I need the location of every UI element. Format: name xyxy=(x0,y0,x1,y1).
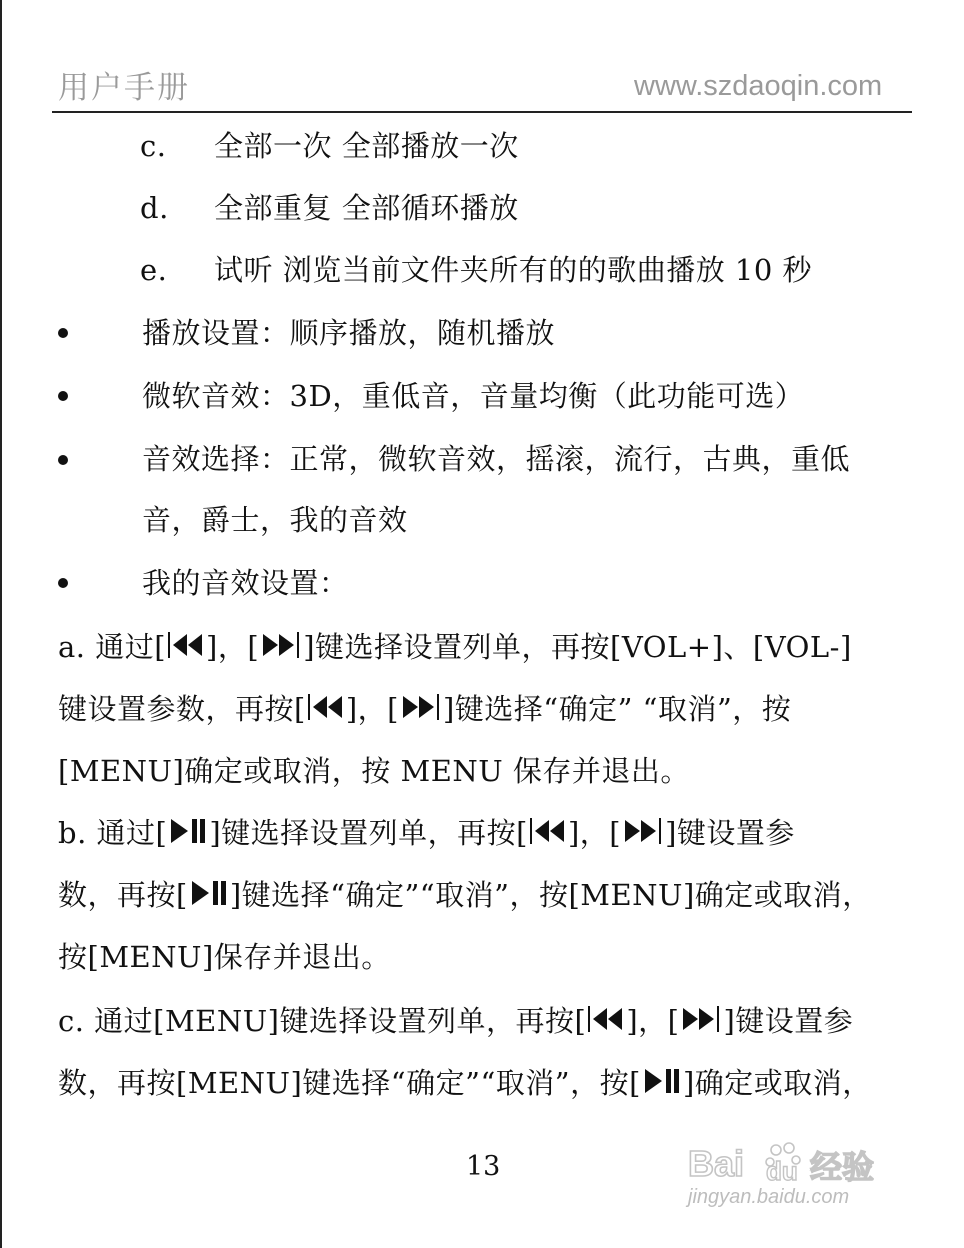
para-a-line-1 xyxy=(58,627,852,667)
text-span: c. 通过[MENU]键选择设置列单，再按[ xyxy=(58,1004,587,1038)
text-span: a. 通过[ xyxy=(58,630,167,664)
text-span: ]键设置参 xyxy=(665,816,795,850)
para-c-line-2 xyxy=(58,1063,872,1103)
para-b-line-2 xyxy=(58,875,872,915)
text-span: ]键选择“确定” “取消”，按 xyxy=(442,692,792,726)
prev-track-icon xyxy=(529,816,567,846)
sub-item-c xyxy=(140,126,519,166)
svg-text:经验: 经验 xyxy=(810,1148,875,1186)
text-span: ]，[ xyxy=(206,630,260,664)
para-a-line-3: [MENU]确定或取消，按 MENU 保存并退出。 xyxy=(58,754,690,788)
next-track-icon xyxy=(622,816,664,846)
para-a-line-2 xyxy=(58,689,791,729)
bullet-play-settings: 播放设置：顺序播放，随机播放 xyxy=(142,316,556,350)
prev-track-icon xyxy=(167,630,205,660)
bullet-eq-select-cont: 音，爵士，我的音效 xyxy=(142,503,408,537)
sub-item-text: 试听 浏览当前文件夹所有的的歌曲播放 10 秒 xyxy=(214,253,813,287)
text-span: ]键选择“确定”“取消”，按[MENU]确定或取消， xyxy=(229,878,872,912)
bullet-my-eq: 我的音效设置： xyxy=(142,566,349,600)
page-number: 13 xyxy=(466,1151,501,1182)
header-divider xyxy=(52,111,912,113)
bullet-dot xyxy=(58,391,68,401)
page-left-border xyxy=(0,0,2,1248)
text-span: ]键选择设置列单，再按[VOL+]、[VOL-] xyxy=(303,630,852,664)
text-span: ]键选择设置列单，再按[ xyxy=(209,816,528,850)
bullet-dot xyxy=(58,578,68,588)
text-span: ]，[ xyxy=(567,816,622,850)
text-span: ]，[ xyxy=(345,692,399,726)
text-span: ]键设置参 xyxy=(723,1004,854,1038)
text-span: ]确定或取消， xyxy=(682,1066,872,1100)
svg-text:du: du xyxy=(766,1156,798,1186)
next-track-icon xyxy=(400,692,442,722)
para-b-line-3: 按[MENU]保存并退出。 xyxy=(58,940,391,974)
sub-item-text: 全部一次 全部播放一次 xyxy=(214,129,519,163)
bullet-sound-effects: 微软音效：3D，重低音，音量均衡（此功能可选） xyxy=(142,379,805,413)
text-span: 数，再按[ xyxy=(58,878,188,912)
text-span: ]，[ xyxy=(626,1004,680,1038)
watermark-url: jingyan.baidu.com xyxy=(688,1186,850,1208)
play-pause-icon xyxy=(642,1066,682,1096)
sub-item-label: c. xyxy=(140,129,167,163)
baidu-jingyan-watermark xyxy=(686,1140,906,1186)
text-span: b. 通过[ xyxy=(58,816,168,850)
para-b-line-1 xyxy=(58,813,795,853)
bullet-dot xyxy=(58,328,68,338)
sub-item-text: 全部重复 全部循环播放 xyxy=(214,191,519,225)
play-pause-icon xyxy=(168,816,208,846)
prev-track-icon xyxy=(307,692,345,722)
svg-text:Bai: Bai xyxy=(688,1143,745,1184)
manual-title: 用户手册 xyxy=(58,70,190,106)
sub-item-label: e. xyxy=(140,253,168,287)
prev-track-icon xyxy=(587,1004,625,1034)
text-span: 数，再按[MENU]键选择“确定”“取消”，按[ xyxy=(58,1066,641,1100)
sub-item-d xyxy=(140,188,519,228)
para-c-line-1 xyxy=(58,1001,853,1041)
sub-item-e xyxy=(140,250,813,290)
text-span: 键设置参数，再按[ xyxy=(58,692,306,726)
website-url: www.szdaoqin.com xyxy=(634,70,883,102)
play-pause-icon xyxy=(189,878,229,908)
bullet-dot xyxy=(58,455,68,465)
sub-item-label: d. xyxy=(140,191,169,225)
next-track-icon xyxy=(260,630,302,660)
bullet-eq-select: 音效选择：正常，微软音效，摇滚，流行，古典，重低 xyxy=(142,442,851,476)
next-track-icon xyxy=(680,1004,722,1034)
